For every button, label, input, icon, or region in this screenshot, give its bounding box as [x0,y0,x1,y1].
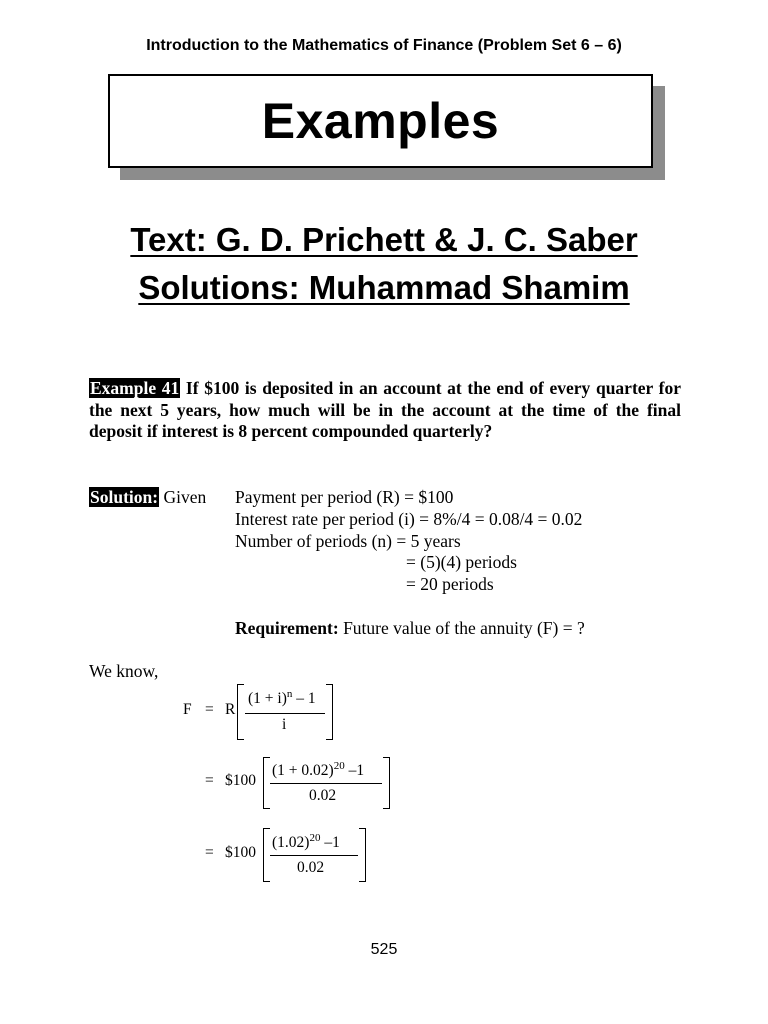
left-bracket [237,684,244,740]
formula-equals: = [205,701,214,718]
title-box [108,74,653,168]
formula-numerator: $(1 + i)^n - 1$ [248,688,316,708]
right-bracket [326,684,333,740]
fraction-line [270,855,358,856]
requirement-text: Future value of the annuity (F) = ? [343,618,585,638]
formula-equals: = [205,772,214,789]
solution-heading [89,487,206,508]
example-label: Example 41 [90,378,180,398]
right-bracket [359,828,366,882]
we-know-text: We know, [89,661,159,681]
formula-denominator: 0.02 [309,787,337,804]
left-bracket [263,828,270,882]
credits [0,216,768,312]
requirement [235,618,585,639]
formula-equals: = [205,844,214,861]
periods-steps [406,552,517,596]
page-number: 525 [370,941,398,958]
formula-coefficient: $100 [225,772,256,789]
formula-denominator: i [282,716,287,733]
formula-numerator: $(1.02)^{20}$ –1 [272,832,340,852]
given-item: Number of periods (n) = 5 years [235,530,461,551]
formula-coefficient: R [225,701,236,718]
formula-denominator: 0.02 [297,859,325,876]
example-problem [89,378,681,443]
periods-step: = (5)(4) periods [406,552,517,572]
right-bracket [383,757,390,809]
periods-step: = 20 periods [406,573,494,594]
running-header: Introduction to the Mathematics of Finance (Problem Set 6 – 6) [146,37,622,54]
page-title: Examples [261,93,500,149]
fraction-line [270,783,382,784]
given-item: Payment per period (R) = $100 [235,487,454,507]
fraction-line [245,713,325,714]
credits-text-line: Text: G. D. Prichett & J. C. Saber [130,221,638,258]
left-bracket [263,757,270,809]
given-list [235,487,582,552]
formula-coefficient: $100 [225,844,256,861]
solution-label: Solution: [90,487,159,507]
formula-lhs: F [183,701,192,718]
formula-numerator: $(1 + 0.02)^{20}$ –1 [272,760,365,780]
credits-solutions-line: Solutions: Muhammad Shamim [138,269,630,306]
given-item: Interest rate per period (i) = 8%/4 = 0.08/4 = 0.02 [235,508,583,529]
given-word: Given [163,487,207,507]
example-statement: If $100 is deposited in an account at the end of every quarter for the next 5 years, how much will be in the account at the time of the final deposit if interest is 8 percent compounded quarterly? [89,378,681,442]
requirement-label: Requirement: [235,618,339,638]
